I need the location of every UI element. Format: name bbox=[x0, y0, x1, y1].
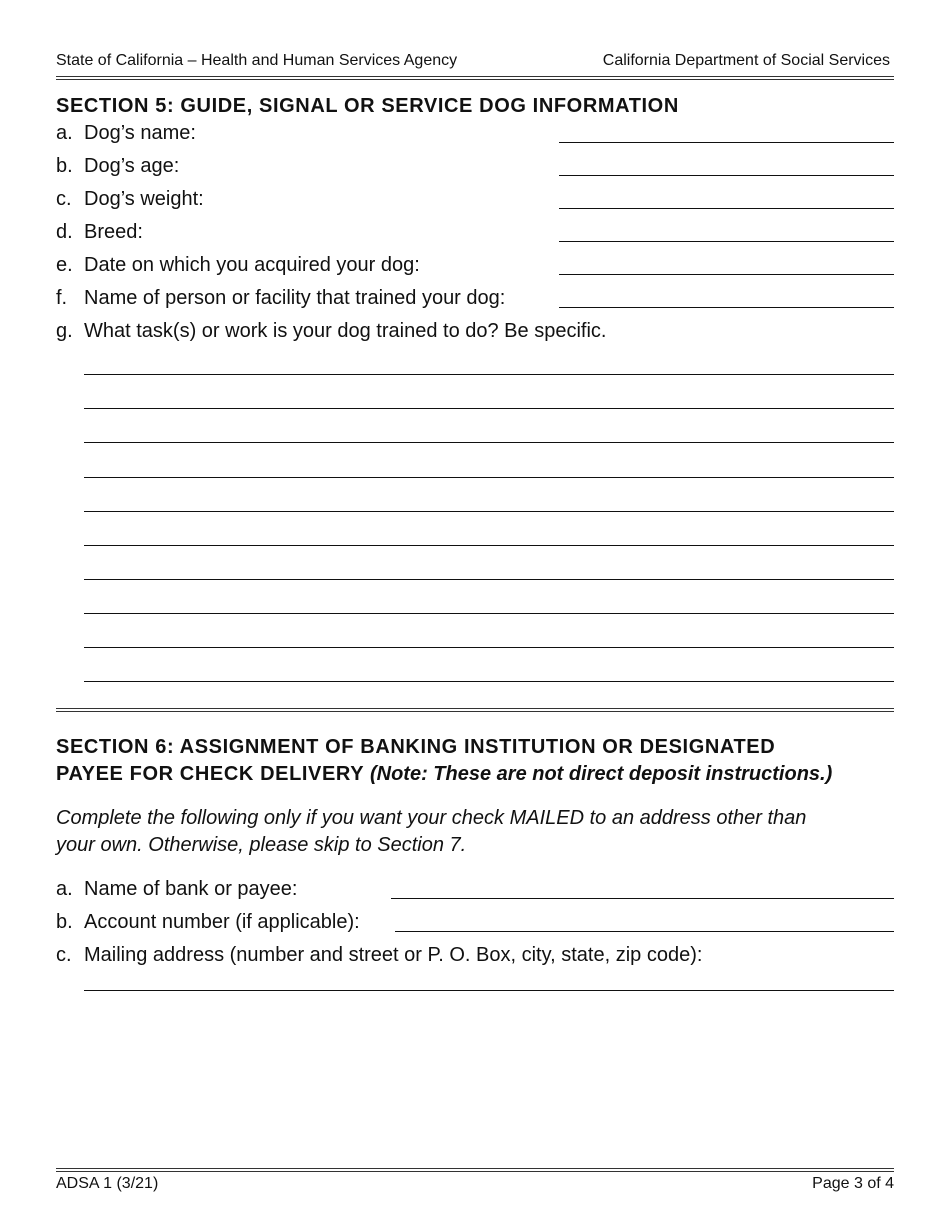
date-acquired-field[interactable] bbox=[559, 274, 894, 275]
item-label: Date on which you acquired your dog: bbox=[84, 254, 420, 276]
breed-field[interactable] bbox=[559, 241, 894, 242]
section6-title bbox=[56, 734, 832, 788]
s6-item-a bbox=[56, 876, 297, 902]
tasks-line[interactable] bbox=[84, 511, 894, 512]
section6-title-bold: PAYEE FOR CHECK DELIVERY bbox=[56, 763, 364, 785]
item-label: Name of person or facility that trained your dog: bbox=[84, 287, 506, 309]
item-letter: b. bbox=[56, 911, 73, 933]
item-letter: b. bbox=[56, 155, 73, 177]
item-letter: e. bbox=[56, 254, 73, 276]
intro-line2: your own. Otherwise, please skip to Section 7. bbox=[56, 834, 467, 856]
item-letter: d. bbox=[56, 221, 73, 243]
header-department: California Department of Social Services bbox=[602, 52, 890, 69]
tasks-line[interactable] bbox=[84, 477, 894, 478]
s5-item-f bbox=[56, 285, 505, 311]
s6-item-c bbox=[56, 942, 702, 968]
header-rule bbox=[56, 76, 894, 80]
s6-item-b bbox=[56, 909, 360, 935]
item-label: Breed: bbox=[84, 221, 143, 243]
tasks-line[interactable] bbox=[84, 613, 894, 614]
tasks-line[interactable] bbox=[84, 647, 894, 648]
account-number-field[interactable] bbox=[395, 931, 894, 932]
s5-item-c bbox=[56, 186, 204, 212]
item-letter: c. bbox=[56, 188, 72, 210]
tasks-line[interactable] bbox=[84, 442, 894, 443]
item-letter: g. bbox=[56, 320, 73, 342]
item-letter: c. bbox=[56, 944, 72, 966]
tasks-line[interactable] bbox=[84, 374, 894, 375]
item-label: Name of bank or payee: bbox=[84, 878, 298, 900]
s5-item-a bbox=[56, 120, 196, 146]
item-label: Dog’s weight: bbox=[84, 188, 204, 210]
item-label: Dog’s age: bbox=[84, 155, 180, 177]
tasks-line[interactable] bbox=[84, 681, 894, 682]
intro-line1: Complete the following only if you want your check MAILED to an address other than bbox=[56, 807, 807, 829]
page-number: Page 3 of 4 bbox=[812, 1175, 894, 1192]
dog-weight-field[interactable] bbox=[559, 208, 894, 209]
s5-item-e bbox=[56, 252, 420, 278]
tasks-line[interactable] bbox=[84, 579, 894, 580]
item-label: Account number (if applicable): bbox=[84, 911, 360, 933]
footer-rule bbox=[56, 1168, 894, 1172]
item-letter: a. bbox=[56, 878, 73, 900]
trainer-field[interactable] bbox=[559, 307, 894, 308]
item-label: Mailing address (number and street or P. O. Box, city, state, zip code): bbox=[84, 944, 703, 966]
section-divider bbox=[56, 708, 894, 712]
section5-title: SECTION 5: GUIDE, SIGNAL OR SERVICE DOG INFORMATION bbox=[56, 95, 679, 117]
section6-note: (Note: These are not direct deposit instructions.) bbox=[369, 763, 833, 785]
item-label: What task(s) or work is your dog trained to do? Be specific. bbox=[84, 320, 607, 342]
item-letter: f. bbox=[56, 287, 68, 309]
item-label: Dog’s name: bbox=[84, 122, 196, 144]
s5-item-b bbox=[56, 153, 179, 179]
s5-item-d bbox=[56, 219, 143, 245]
dog-name-field[interactable] bbox=[559, 142, 894, 143]
form-id: ADSA 1 (3/21) bbox=[56, 1175, 159, 1192]
s5-item-g bbox=[56, 318, 606, 344]
header-agency: State of California – Health and Human Services Agency bbox=[56, 52, 458, 69]
section6-intro bbox=[56, 805, 896, 859]
section6-title-line2 bbox=[56, 761, 832, 788]
mailing-address-field[interactable] bbox=[84, 990, 894, 991]
bank-payee-field[interactable] bbox=[391, 898, 894, 899]
tasks-line[interactable] bbox=[84, 408, 894, 409]
dog-age-field[interactable] bbox=[559, 175, 894, 176]
tasks-line[interactable] bbox=[84, 545, 894, 546]
section6-title-line1: SECTION 6: ASSIGNMENT OF BANKING INSTITUTION OR DESIGNATED bbox=[56, 736, 776, 758]
item-letter: a. bbox=[56, 122, 73, 144]
